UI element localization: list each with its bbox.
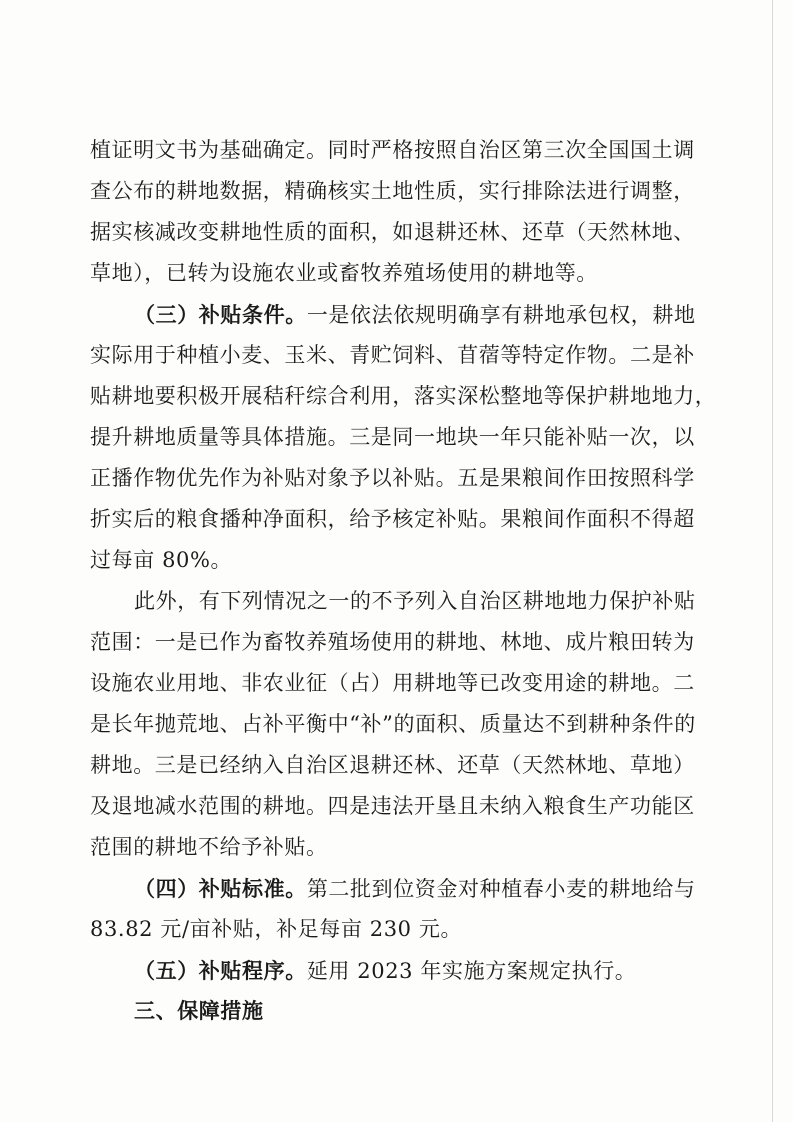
text-line: 据实核减改变耕地性质的面积，如退耕还林、还草（天然林地、 [90,220,695,244]
text-line: 查公布的耕地数据，精确核实土地性质，实行排除法进行调整， [90,179,695,203]
text-line: 植证明文书为基础确定。同时严格按照自治区第三次全国国土调 [90,138,695,162]
subsection-subsidy-procedure [90,950,690,991]
text-line: 草地），已转为设施农业或畜牧养殖场使用的耕地等。 [90,261,598,285]
subsection-title: （四）补贴标准。 [134,876,307,901]
text-line: 范围：一是已作为畜牧养殖场使用的耕地、林地、成片粮田转为 [90,630,695,654]
subsection-subsidy-standard [90,868,696,909]
text-line: 正播作物优先作为补贴对象予以补贴。五是果粮间作田按照科学 [90,466,695,490]
text-line: 耕地。三是已经纳入自治区退耕还林、还草（天然林地、草地） [90,753,695,777]
text-line: 及退地减水范围的耕地。四是违法开垦且未纳入粮食生产功能区 [90,794,695,818]
section-heading: 三、保障措施 [134,999,264,1023]
text-line: 折实后的粮食播种净面积，给予核定补贴。果粮间作面积不得超 [90,507,695,531]
text-line: 过每亩 80%。 [90,548,233,572]
subsection-subsidy-conditions [90,294,696,335]
text-line: 提升耕地质量等具体措施。三是同一地块一年只能补贴一次，以 [90,425,695,449]
text-line: 实际用于种植小麦、玉米、青贮饲料、苜蓿等特定作物。二是补 [90,343,695,367]
subsection-title: （五）补贴程序。 [134,958,307,983]
text-line: 是长年抛荒地、占补平衡中“补”的面积、质量达不到耕种条件的 [90,712,696,736]
text-line: 设施农业用地、非农业征（占）用耕地等已改变用途的耕地。二 [90,671,695,695]
text-line: 此外，有下列情况之一的不予列入自治区耕地地力保护补贴 [134,589,696,613]
text-line: 第二批到位资金对种植春小麦的耕地给与 [306,877,696,901]
scan-edge-line [772,0,773,1122]
text-line: 延用 2023 年实施方案规定执行。 [306,959,637,983]
text-line: 范围的耕地不给予补贴。 [90,835,328,859]
subsection-title: （三）补贴条件。 [134,302,307,327]
document-body [90,130,717,1032]
text-line: 贴耕地要积极开展秸秆综合利用，落实深松整地等保护耕地地力， [90,384,717,408]
text-line: 83.82 元/亩补贴，补足每亩 230 元。 [90,917,463,941]
text-line: 一是依法依规明确享有耕地承包权，耕地 [306,303,696,327]
